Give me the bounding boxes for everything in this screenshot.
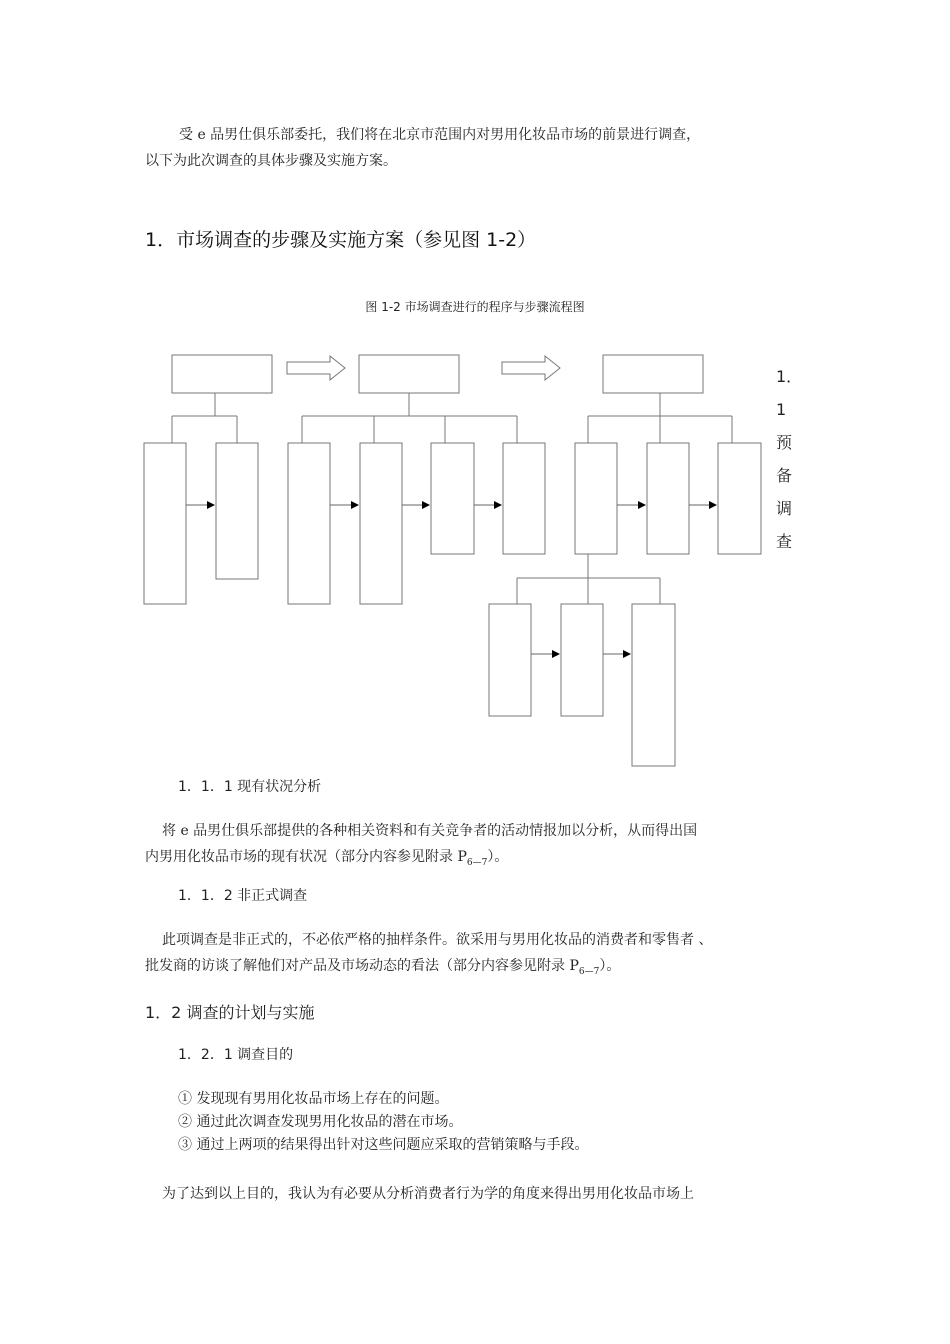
step-box [216,443,258,579]
stage-box-3 [603,355,703,393]
body-text: ）。 [487,849,509,865]
page-ref-subscript: 6—7 [578,966,600,977]
subsection-1-1-1-heading: 1．1．1 现有状况分析 [178,779,322,795]
closing-paragraph [145,1181,835,1207]
vertical-label-char: 1 [776,400,787,419]
list-item: ① 发现现有男用化妆品市场上存在的问题。 [178,1091,449,1107]
vertical-label-char: 查 [776,532,793,551]
step-box [431,443,474,554]
body-line [145,953,835,985]
body-text: 内男用化妆品市场的现有状况（部分内容参见附录 P [145,849,467,865]
page-ref-subscript: 6—7 [466,857,488,868]
stage-box-2 [359,355,459,393]
intro-line-1: 受 e 品男仕俱乐部委托，我们将在北京市范围内对男用化妆品市场的前景进行调查， [179,127,701,143]
step-box [647,443,689,554]
section-1-2-heading: 1．2 调查的计划与实施 [145,1003,315,1022]
body-text: ）。 [599,958,621,974]
step-box [360,443,402,604]
stage-arrow-1 [287,356,345,380]
list-item: ③ 通过上两项的结果得出针对这些问题应采取的营销策略与手段。 [178,1137,589,1153]
subsection-1-1-1-body [145,818,825,876]
step-box [503,443,545,554]
body-line [145,844,825,876]
step-box [575,443,617,554]
step-box [489,604,531,716]
list-item: ② 通过此次调查发现男用化妆品的潜在市场。 [178,1114,463,1130]
step-box [144,443,186,604]
stage-box-1 [172,355,272,393]
vertical-stage-label [776,360,803,558]
subsection-1-1-2-body [145,927,835,985]
subsection-1-2-1-heading: 1．2．1 调查目的 [178,1047,294,1063]
stage-arrow-2 [502,356,560,380]
body-text: 批发商的访谈了解他们对产品及市场动态的看法（部分内容参见附录 P [145,958,579,974]
body-line: 为了达到以上目的，我认为有必要从分析消费者行为学的角度来得出男用化妆品市场上 [162,1186,694,1202]
vertical-label-char: 备 [776,466,793,485]
step-box [288,443,330,604]
section-1-heading: 1．市场调查的步骤及实施方案（参见图 1-2） [145,229,537,251]
body-line: 将 e 品男仕俱乐部提供的各种相关资料和有关竞争者的活动情报加以分析，从而得出国 [162,823,698,839]
intro-line-2: 以下为此次调查的具体步骤及实施方案。 [145,153,397,169]
figure-caption: 图 1-2 市场调查进行的程序与步骤流程图 [365,300,585,314]
step-box [718,443,761,554]
vertical-label-char: 调 [776,499,793,518]
goals-list [178,1088,588,1157]
subsection-1-1-2-heading: 1．1．2 非正式调查 [178,888,308,904]
body-line: 此项调查是非正式的，不必依严格的抽样条件。欲采用与男用化妆品的消费者和零售者 、 [162,932,713,948]
step-box [632,604,675,766]
vertical-label-char: 预 [776,433,793,452]
vertical-label-char: 1． [776,367,803,386]
step-box [561,604,603,716]
